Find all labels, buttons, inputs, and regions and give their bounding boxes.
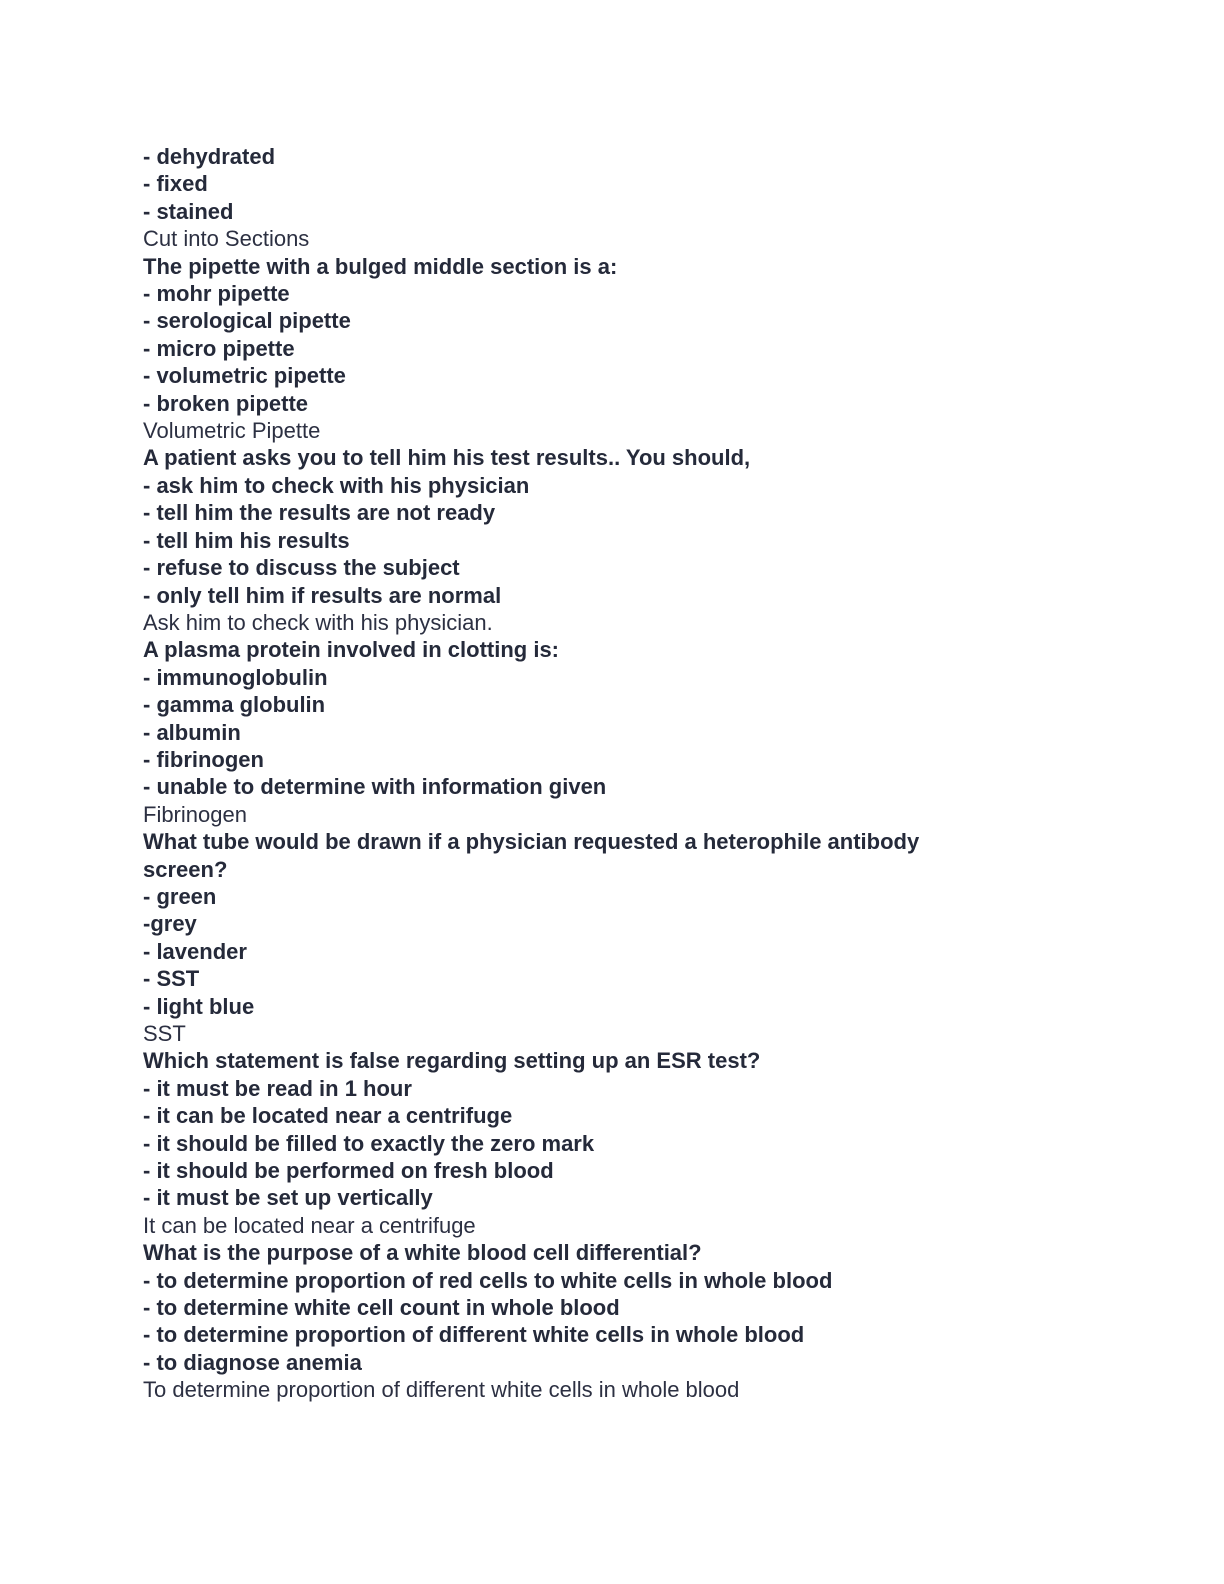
option-line: - unable to determine with information given bbox=[143, 774, 607, 800]
option-line: - dehydrated bbox=[143, 144, 276, 169]
option-line: - refuse to discuss the subject bbox=[143, 555, 460, 581]
option-line: - serological pipette bbox=[143, 308, 351, 334]
option-line: - it must be set up vertically bbox=[143, 1185, 433, 1211]
option-line: - to determine proportion of red cells to white cells in whole blood bbox=[143, 1267, 833, 1293]
option-line: - tell him his results bbox=[143, 527, 350, 553]
option-line: - broken pipette bbox=[143, 390, 309, 416]
document-page bbox=[143, 143, 1143, 1404]
option-line: - immunoglobulin bbox=[143, 664, 328, 690]
option-line: - to determine white cell count in whole blood bbox=[143, 1295, 620, 1321]
option-line: -grey bbox=[143, 911, 197, 937]
option-line: - to determine proportion of different white cells in whole blood bbox=[143, 1322, 805, 1348]
option-line: - tell him the results are not ready bbox=[143, 500, 496, 526]
option-line: - mohr pipette bbox=[143, 281, 290, 307]
question-line: A patient asks you to tell him his test results.. You should, bbox=[143, 445, 751, 471]
option-line: - to diagnose anemia bbox=[143, 1349, 362, 1375]
answer-line: To determine proportion of different white cells in whole blood bbox=[143, 1377, 740, 1403]
option-line: - gamma globulin bbox=[143, 692, 326, 718]
option-line: - stained bbox=[143, 198, 234, 224]
option-line: - SST bbox=[143, 966, 200, 992]
question-line: A plasma protein involved in clotting is: bbox=[143, 637, 560, 663]
answer-line: Fibrinogen bbox=[143, 801, 247, 827]
option-line: - volumetric pipette bbox=[143, 363, 346, 389]
qa-block-wbc-differential bbox=[143, 1239, 1143, 1403]
option-line: - fixed bbox=[143, 171, 208, 197]
qa-block-continuation bbox=[143, 143, 1143, 253]
option-line: - only tell him if results are normal bbox=[143, 582, 502, 608]
question-line: What is the purpose of a white blood cell differential? bbox=[143, 1240, 702, 1266]
answer-line: SST bbox=[143, 1021, 186, 1046]
answer-line: Ask him to check with his physician. bbox=[143, 609, 493, 635]
option-line: - lavender bbox=[143, 938, 247, 964]
option-line: - light blue bbox=[143, 993, 255, 1019]
answer-line: Cut into Sections bbox=[143, 226, 310, 252]
option-line: - it should be filled to exactly the zero mark bbox=[143, 1130, 595, 1156]
option-line: - fibrinogen bbox=[143, 746, 264, 772]
option-line: - green bbox=[143, 883, 217, 909]
answer-line: Volumetric Pipette bbox=[143, 418, 321, 444]
qa-block-pipette bbox=[143, 253, 1143, 445]
option-line: - it can be located near a centrifuge bbox=[143, 1103, 513, 1129]
qa-block-esr-test bbox=[143, 1047, 1143, 1239]
qa-block-heterophile bbox=[143, 828, 1143, 1047]
option-line: - albumin bbox=[143, 719, 241, 745]
answer-line: It can be located near a centrifuge bbox=[143, 1212, 476, 1238]
qa-block-test-results bbox=[143, 444, 1143, 636]
option-line: - micro pipette bbox=[143, 335, 295, 361]
option-line: - it should be performed on fresh blood bbox=[143, 1158, 554, 1184]
qa-block-plasma-protein bbox=[143, 636, 1143, 828]
option-line: - it must be read in 1 hour bbox=[143, 1075, 412, 1101]
option-line: - ask him to check with his physician bbox=[143, 472, 530, 498]
question-line: The pipette with a bulged middle section is a: bbox=[143, 253, 618, 279]
question-line: Which statement is false regarding setting up an ESR test? bbox=[143, 1048, 761, 1074]
question-line: What tube would be drawn if a physician requested a heterophile antibody screen? bbox=[143, 829, 926, 882]
